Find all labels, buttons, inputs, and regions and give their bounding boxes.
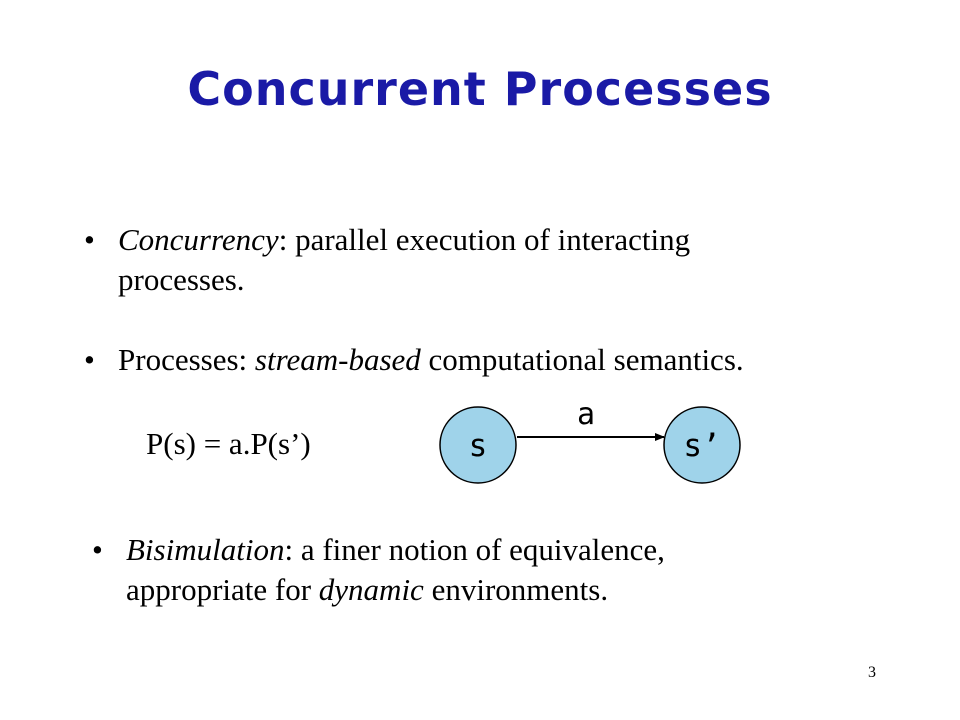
bullet-text: : a finer notion of equivalence,	[284, 532, 665, 567]
term-bisimulation: Bisimulation	[126, 532, 285, 567]
bullet-text: computational semantics.	[420, 342, 744, 377]
slide-title: Concurrent Processes	[187, 62, 773, 116]
bullet-text: : parallel execution of interacting	[278, 222, 691, 257]
process-formula: P(s) = a.P(s’)	[146, 426, 311, 461]
term-stream-based: stream-based	[254, 342, 421, 377]
state-label-s: s	[468, 428, 488, 464]
bullet-marker: •	[84, 342, 95, 377]
term-concurrency: Concurrency	[118, 222, 279, 257]
bullet-line	[92, 530, 665, 570]
bullet-marker: •	[84, 222, 95, 257]
bullet-text: processes.	[118, 262, 245, 297]
page-number: 3	[868, 664, 876, 681]
bullet-text: environments.	[423, 572, 609, 607]
transition-label: a	[577, 397, 596, 432]
term-dynamic: dynamic	[318, 572, 424, 607]
state-label-s-prime: s’	[683, 428, 721, 464]
bullet-text: appropriate for	[126, 572, 319, 607]
bullet-text: Processes:	[118, 342, 255, 377]
bullet-bisimulation	[92, 530, 665, 610]
bullet-marker: •	[92, 532, 103, 567]
bullet-line	[92, 570, 665, 610]
